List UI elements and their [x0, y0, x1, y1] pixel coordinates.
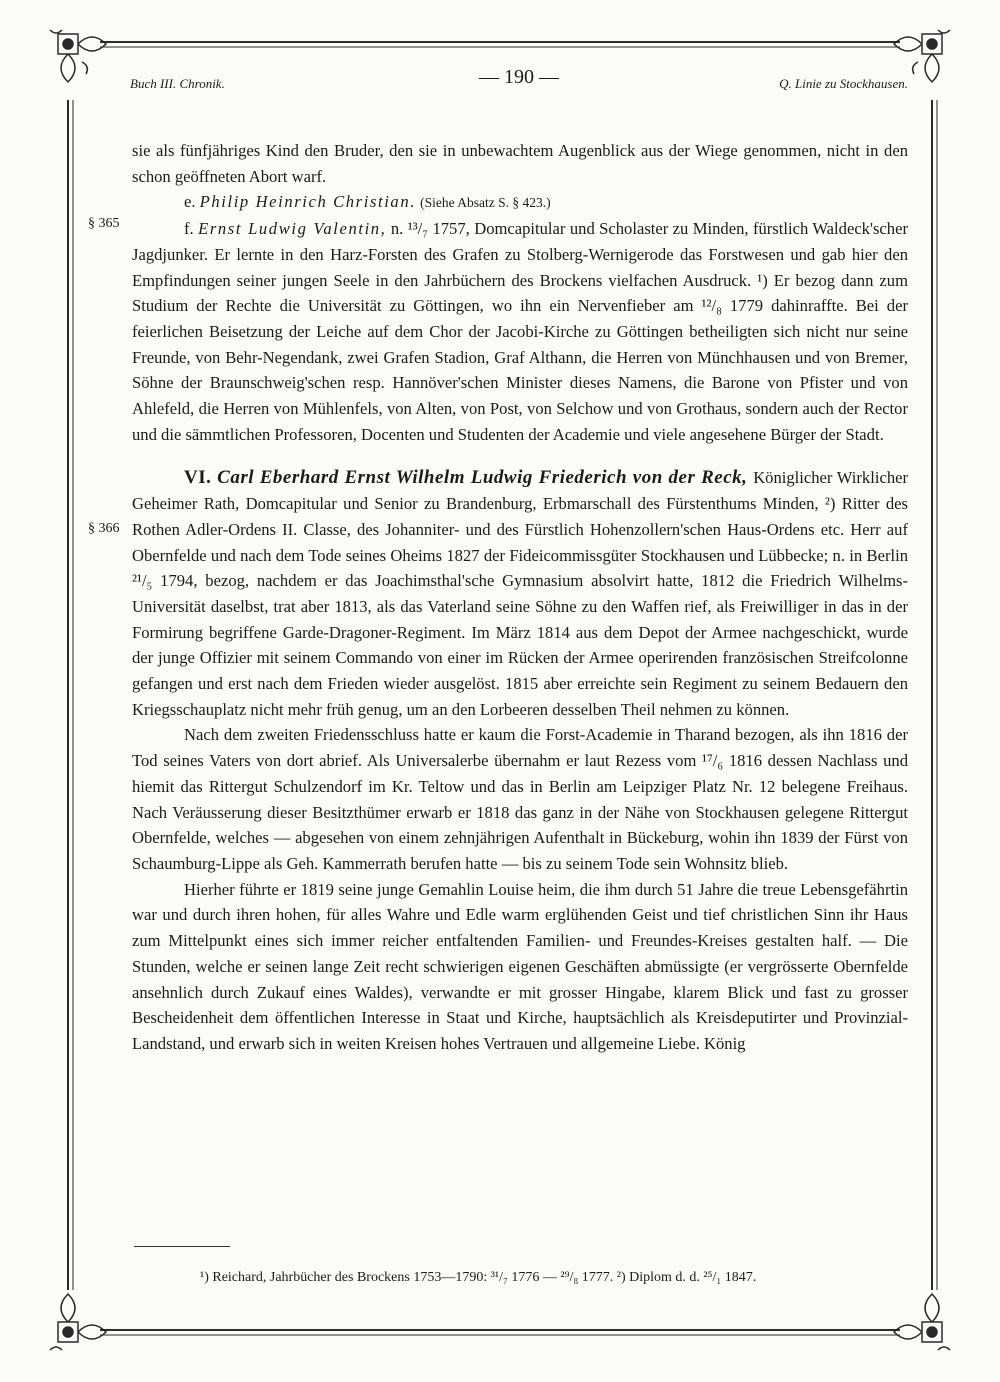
footnote-rule [134, 1246, 230, 1247]
corner-ornament-top-left [50, 30, 106, 82]
entry-f-prefix: f. [184, 219, 194, 239]
entry-e-name: Philip Heinrich Christian. [199, 192, 416, 212]
entry-vi-numeral: VI. [184, 467, 212, 489]
section-gap [132, 447, 908, 465]
main-text-column [132, 138, 908, 1057]
footnote-text: ¹) Reichard, Jahrbücher des Brockens 1753—1790: ³¹/₇ 1776 — ²⁹/₈ 1777. ²) Diplom d. d. ²⁵/₁ 1847. [200, 1270, 757, 1285]
page-number: — 190 — [479, 66, 559, 88]
entry-f-name: Ernst Ludwig Valentin, [198, 219, 387, 239]
corner-ornament-bottom-left [50, 1294, 106, 1350]
paragraph-hierher: Hierher führte er 1819 seine junge Gemahlin Louise heim, die ihm durch 51 Jahre die treue Lebensgefährtin war und durch ihren hohen, für alles Wahre und Edle warm erglühenden Geist und tief christlichen Sinn ihr Haus zum Mittelpunkt eines sich immer reicher entfaltenden Familien- und Freundes-Kreises gestalten half. — Die Stunden, welche er seinen lange Zeit recht schwierigen eigenen Geschäften abmüssigte (er vergrösserte Obernfelde ansehnlich durch Zukauf eines Waldes), verwandte er mit grosser Hingabe, klarem Blick und fast zu grosser Bescheidenheit dem öffentlichen Interesse in Staat und Kirche, hauptsächlich als Kreisdeputirter und Provinzial-Landstand, und erwarb sich in weiten Kreisen hohes Vertrauen und allgemeine Liebe. König [132, 879, 908, 1053]
entry-f [132, 216, 908, 447]
entry-e-note: (Siehe Absatz S. § 423.) [420, 195, 551, 211]
corner-ornament-bottom-right [894, 1294, 950, 1350]
paragraph-continuation: sie als fünfjähriges Kind den Bruder, den sie in unbewachtem Augenblick aus der Wiege genommen, nicht in den schon geöffneten Abort warf. [132, 141, 908, 186]
entry-vi [132, 465, 908, 722]
header-book-title: Buch III. Chronik. [130, 76, 225, 91]
header-section-title: Q. Linie zu Stockhausen. [779, 76, 908, 91]
section-number-366: § 366 [88, 521, 120, 536]
entry-vi-name: Carl Eberhard Ernst Wilhelm Ludwig Friederich von der Reck, [217, 467, 748, 489]
paragraph-friedensschluss: Nach dem zweiten Friedensschluss hatte er kaum die Forst-Academie in Tharand bezogen, als ihn 1816 der Tod seines Vaters von dort abrief. Als Universalerbe übernahm er laut Rezess vom ¹⁷/₆ 1816 dessen Nachlass und hiemit das Rittergut Schulzendorf im Kr. Teltow und das in Berlin am Leipziger Platz Nr. 12 belegene Freihaus. Nach Veräusserung dieser Besitzthümer erwarb er 1818 das ganz in der Nähe von Stockhausen gelegene Rittergut Obernfelde, welches — abgesehen von einem zehnjährigen Aufenthalt in Bückeburg, wohin ihn 1839 der Fürst von Schaumburg-Lippe als Geh. Kammerrath berufen hatte — bis zu seinem Tode sein Wohnsitz blieb. [132, 725, 908, 873]
entry-vi-heading [184, 467, 753, 488]
section-number-365: § 365 [88, 216, 120, 231]
entry-f-text: n. ¹³/₇ 1757, Domcapitular und Scholaster zu Minden, fürstlich Waldeck'scher Jagdjunker. Er lernte in den Harz-Forsten des Grafen zu Stolberg-Wernigerode das Forstwesen und gab hier den Empfindungen seiner jungen Seele in den Jahrbüchern des Brockens vielfachen Ausdruck. ¹) Er bezog dann zum Studium der Rechte die Universität zu Göttingen, wo ihn ein Nervenfieber am ¹²/₈ 1779 dahinraffte. Bei der feierlichen Beisetzung der Leiche auf dem Chor der Jacobi-Kirche zu Göttingen betheiligten sich nicht nur seine Freunde, von Behr-Negendank, zwei Grafen Stadion, Graf Althann, die Herren von Münchhausen und von Bremer, Söhne der Braunschweig'schen resp. Hannöver'schen Minister dieses Namens, die Barone von Pfister und von Ahlefeld, die Herren von Mühlenfels, von Alten, von Post, von Selchow und von Grothaus, sondern auch der Rector und die sämmtlichen Professoren, Docenten und Studenten der Academie und viele angesehene Bürger der Stadt. [132, 219, 908, 444]
entry-e-prefix: e. [184, 192, 196, 212]
entry-e [132, 189, 908, 216]
entry-vi-text: Königlicher Wirklicher Geheimer Rath, Domcapitular und Senior zu Brandenburg, Erbmarschall des Fürstenthums Minden, ²) Ritter des Rothen Adler-Ordens II. Classe, des Johanniter- und des Fürstlich Hohenzollern'schen Haus-Ordens etc. Herr auf Obernfelde und nach dem Tode seines Oheims 1827 der Fideicommissgüter Stockhausen und Lübbecke; n. in Berlin ²¹/₅ 1794, bezog, nachdem er das Joachimsthal'sche Gymnasium absolvirt hatte, 1812 die Friedrich Wilhelms-Universität daselbst, trat aber 1813, als das Vaterland seine Söhne zu den Waffen rief, als Freiwilliger in das in der Formirung begriffene Garde-Dragoner-Regiment. Im März 1814 aus dem Depot der Armee nachgeschickt, wurde der junge Offizier mit seinem Commando von einer im Rücken der Armee operirenden französischen Streifcolonne gefangen und erst nach dem Frieden wieder ausgelöst. 1815 aber erreichte sein Regiment zu seinem Bedauern den Kriegsschauplatz nicht mehr früh genug, um an den Lorbeeren desselben Theil nehmen zu können. [132, 468, 909, 719]
running-header [130, 66, 908, 92]
